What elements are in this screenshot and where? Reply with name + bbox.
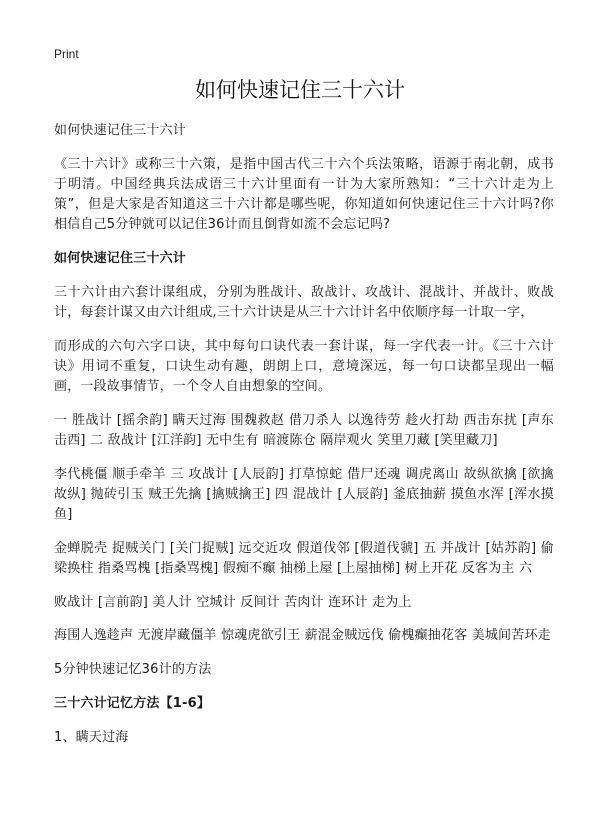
- print-link[interactable]: Print: [54, 47, 79, 61]
- page-title: 如何快速记住三十六计: [195, 78, 405, 102]
- method-intro: 5分钟快速记忆36计的方法: [54, 662, 212, 677]
- composition-paragraph: 三十六计由六套计谋组成，分别为胜战计、敌战计、攻战计、混战计、并战计、败战计，每套计谋又由六计组成,三十六计诀是从三十六计计名中依顺序每一计取一字，: [54, 285, 554, 320]
- mnemonic-paragraph: 海围人逸趁声 无渡岸藏僵羊 惊魂虎欲引王 薪混金贼远伐 偷槐癫抽花客 美城间苦环走: [54, 628, 551, 643]
- section-heading: 如何快速记住三十六计: [54, 251, 187, 266]
- strategies-paragraph-1: 一 胜战计 [摇余韵] 瞒天过海 围魏救赵 借刀杀人 以逸待劳 趁火打劫 西击东扰 [声东击西] 二 敌战计 [江洋韵] 无中生有 暗渡陈仓 隔岸观火 笑里刀藏 [笑里藏刀]: [54, 413, 554, 448]
- intro-heading: 如何快速记住三十六计: [54, 123, 187, 138]
- formula-paragraph: 而形成的六句六字口诀，其中每句口诀代表一套计谋，每一字代表一计。《三十六计诀》用词不重复，口诀生动有趣，朗朗上口，意境深远，每一句口诀都呈现出一幅画，一段故事情节，一个令人自由想象的空间。: [54, 339, 554, 394]
- article-body: [54, 121, 554, 762]
- method-item-1: 1、瞒天过海: [54, 730, 129, 745]
- strategies-paragraph-3: 金蝉脱壳 捉贼关门 [关门捉贼] 远交近攻 假道伐邻 [假道伐虢] 五 并战计 [姑苏韵] 偷梁换柱 指桑骂槐 [指桑骂槐] 假痴不癫 抽梯上屋 [上屋抽梯] 树上开花 反客为主 六: [54, 541, 554, 576]
- method-heading: 三十六计记忆方法【1-6】: [54, 696, 211, 711]
- strategies-paragraph-2: 李代桃僵 顺手牵羊 三 攻战计 [人辰韵] 打草惊蛇 借尸还魂 调虎离山 故纵欲擒 [欲擒故纵] 抛砖引玉 贼王先擒 [擒贼擒王] 四 混战计 [人辰韵] 釜底抽薪 摸鱼水浑 [浑水摸鱼]: [54, 467, 554, 522]
- strategies-paragraph-4: 败战计 [言前韵] 美人计 空城计 反间计 苦肉计 连环计 走为上: [54, 595, 412, 610]
- intro-paragraph: 《三十六计》或称三十六策，是指中国古代三十六个兵法策略，语源于南北朝，成书于明清。中国经典兵法成语三十六计里面有一计为大家所熟知：“三十六计走为上策”，但是大家是否知道这三十六计都是哪些呢，你知道如何快速记住三十六计吗?你相信自己5分钟就可以记住36计而且倒背如流不会忘记吗?: [54, 157, 554, 232]
